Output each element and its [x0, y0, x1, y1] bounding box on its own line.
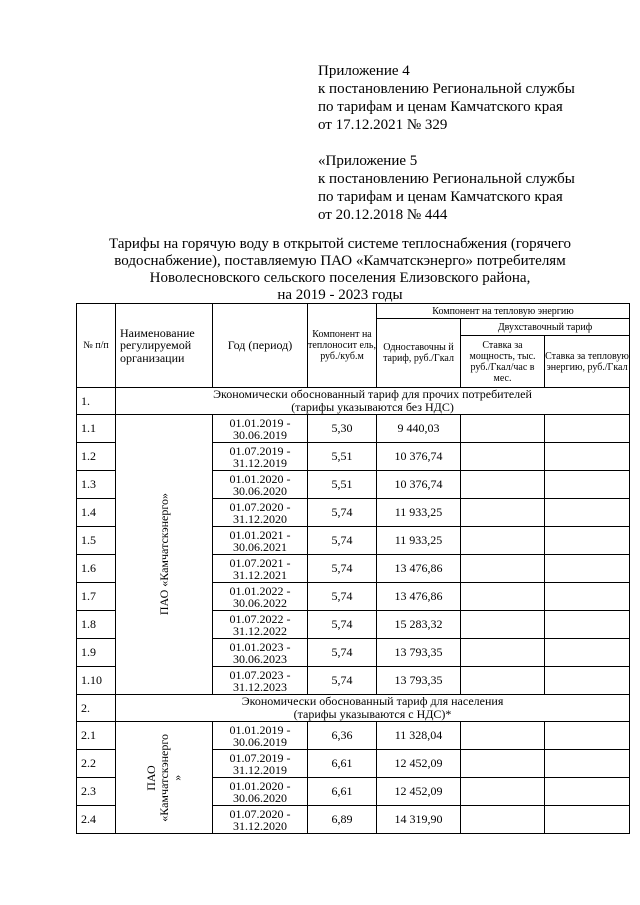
row-period: 01.01.2022 - 30.06.2022: [213, 583, 308, 611]
row-period: 01.07.2019 - 31.12.2019: [213, 443, 308, 471]
section1-title-line2: (тарифы указываются без НДС): [291, 400, 454, 414]
row-carrier: 6,89: [308, 806, 377, 834]
row-carrier: 5,51: [308, 443, 377, 471]
row-period: 01.01.2020 - 30.06.2020: [213, 471, 308, 499]
row-carrier: 6,36: [308, 722, 377, 750]
row-num: 2.3: [77, 778, 116, 806]
row-period: 01.01.2021 - 30.06.2021: [213, 527, 308, 555]
row-period: 01.01.2019 - 30.06.2019: [213, 722, 308, 750]
row-num: 1.8: [77, 611, 116, 639]
row-capacity: [461, 639, 545, 667]
section1-title-line1: Экономически обоснованный тариф для прочих потребителей: [213, 387, 532, 401]
header-capacity: Ставка за мощность, тыс. руб./Гкал/час в мес.: [461, 336, 545, 388]
header-period: Год (период): [213, 304, 308, 388]
row-energy: [545, 471, 630, 499]
row-num: 2.2: [77, 750, 116, 778]
row-capacity: [461, 527, 545, 555]
row-carrier: 5,51: [308, 471, 377, 499]
row-num: 1.3: [77, 471, 116, 499]
row-num: 2.1: [77, 722, 116, 750]
row-period: 01.07.2021 - 31.12.2021: [213, 555, 308, 583]
row-carrier: 5,30: [308, 415, 377, 443]
row-capacity: [461, 443, 545, 471]
row-period: 01.07.2019 - 31.12.2019: [213, 750, 308, 778]
row-carrier: 5,74: [308, 667, 377, 695]
row-energy: [545, 443, 630, 471]
section2-title-line2: (тарифы указываются с НДС)*: [293, 707, 452, 721]
row-single: 10 376,74: [377, 443, 461, 471]
appendix5-line3: по тарифам и ценам Камчатского края: [318, 189, 563, 205]
row-single: 12 452,09: [377, 778, 461, 806]
appendix5-line2: к постановлению Региональной службы: [318, 171, 575, 187]
row-num: 1.9: [77, 639, 116, 667]
row-capacity: [461, 555, 545, 583]
header-thermal: Компонент на тепловую энергию: [377, 304, 630, 319]
row-period: 01.01.2023 - 30.06.2023: [213, 639, 308, 667]
title-line3: Новолесновского сельского поселения Елизовского района,: [149, 270, 531, 286]
row-carrier: 5,74: [308, 555, 377, 583]
row-period: 01.07.2022 - 31.12.2022: [213, 611, 308, 639]
section1-org-cell: [116, 415, 213, 695]
header-energy: Ставка за тепловую энергию, руб./Гкал: [545, 336, 630, 388]
row-period: 01.07.2023 - 31.12.2023: [213, 667, 308, 695]
row-energy: [545, 639, 630, 667]
row-energy: [545, 778, 630, 806]
row-energy: [545, 583, 630, 611]
row-num: 1.6: [77, 555, 116, 583]
appendix5-line1: «Приложение 5: [318, 153, 418, 169]
row-num: 1.10: [77, 667, 116, 695]
row-single: 11 328,04: [377, 722, 461, 750]
row-capacity: [461, 667, 545, 695]
row-capacity: [461, 499, 545, 527]
row-energy: [545, 667, 630, 695]
row-num: 1.7: [77, 583, 116, 611]
section2-title-line1: Экономически обоснованный тариф для населения: [241, 694, 504, 708]
table-row: [77, 722, 630, 750]
appendix4-line3: по тарифам и ценам Камчатского края: [318, 99, 563, 115]
row-carrier: 5,74: [308, 639, 377, 667]
row-carrier: 5,74: [308, 583, 377, 611]
row-energy: [545, 750, 630, 778]
row-capacity: [461, 722, 545, 750]
appendix4-line1: Приложение 4: [318, 63, 410, 79]
row-num: 1.5: [77, 527, 116, 555]
row-energy: [545, 415, 630, 443]
row-single: 13 793,35: [377, 639, 461, 667]
section2-org-cell: [116, 722, 213, 834]
row-single: 11 933,25: [377, 499, 461, 527]
section1-num: 1.: [77, 388, 116, 415]
row-energy: [545, 722, 630, 750]
row-carrier: 5,74: [308, 527, 377, 555]
section1-title: [116, 388, 630, 415]
row-carrier: 5,74: [308, 611, 377, 639]
title-line4: на 2019 - 2023 годы: [277, 287, 403, 303]
section2-title: [116, 695, 630, 722]
row-period: 01.01.2020 - 30.06.2020: [213, 778, 308, 806]
title-line2: водоснабжение), поставляемую ПАО «Камчатскэнерго» потребителям: [114, 253, 566, 269]
section2-org: ПАО «Камчатскэнерго »: [143, 733, 184, 822]
row-single: 11 933,25: [377, 527, 461, 555]
row-carrier: 6,61: [308, 778, 377, 806]
row-single: 14 319,90: [377, 806, 461, 834]
row-single: 13 476,86: [377, 583, 461, 611]
row-num: 2.4: [77, 806, 116, 834]
row-num: 1.2: [77, 443, 116, 471]
appendix5-line4: от 20.12.2018 № 444: [318, 207, 448, 223]
appendix4-line2: к постановлению Региональной службы: [318, 81, 575, 97]
row-single: 10 376,74: [377, 471, 461, 499]
title-line1: Тарифы на горячую воду в открытой системе теплоснабжения (горячего: [108, 236, 572, 252]
header-two-rate: Двухставочный тариф: [461, 319, 630, 336]
row-period: 01.07.2020 - 31.12.2020: [213, 806, 308, 834]
section2-num: 2.: [77, 695, 116, 722]
row-num: 1.1: [77, 415, 116, 443]
row-energy: [545, 499, 630, 527]
table-row: [77, 415, 630, 443]
row-capacity: [461, 806, 545, 834]
row-energy: [545, 806, 630, 834]
row-single: 13 793,35: [377, 667, 461, 695]
appendix4-line4: от 17.12.2021 № 329: [318, 117, 448, 133]
row-capacity: [461, 611, 545, 639]
document-title: [70, 236, 610, 304]
row-energy: [545, 527, 630, 555]
row-period: 01.01.2019 - 30.06.2019: [213, 415, 308, 443]
row-capacity: [461, 778, 545, 806]
row-single: 9 440,03: [377, 415, 461, 443]
appendix-header: [318, 62, 618, 224]
row-capacity: [461, 750, 545, 778]
row-single: 12 452,09: [377, 750, 461, 778]
row-capacity: [461, 471, 545, 499]
section1-org: ПАО «Камчатскэнерго»: [156, 493, 171, 616]
row-single: 15 283,32: [377, 611, 461, 639]
header-carrier: Компонент на теплоносит ель, руб./куб.м: [308, 304, 377, 388]
row-carrier: 5,74: [308, 499, 377, 527]
header-num: № п/п: [77, 304, 116, 388]
row-capacity: [461, 415, 545, 443]
row-energy: [545, 555, 630, 583]
row-carrier: 6,61: [308, 750, 377, 778]
row-period: 01.07.2020 - 31.12.2020: [213, 499, 308, 527]
row-num: 1.4: [77, 499, 116, 527]
row-energy: [545, 611, 630, 639]
tariff-table: [76, 303, 630, 834]
header-org: Наименование регулируемой организации: [116, 304, 213, 388]
row-capacity: [461, 583, 545, 611]
header-single: Одноставочны й тариф, руб./Гкал: [377, 319, 461, 388]
row-single: 13 476,86: [377, 555, 461, 583]
